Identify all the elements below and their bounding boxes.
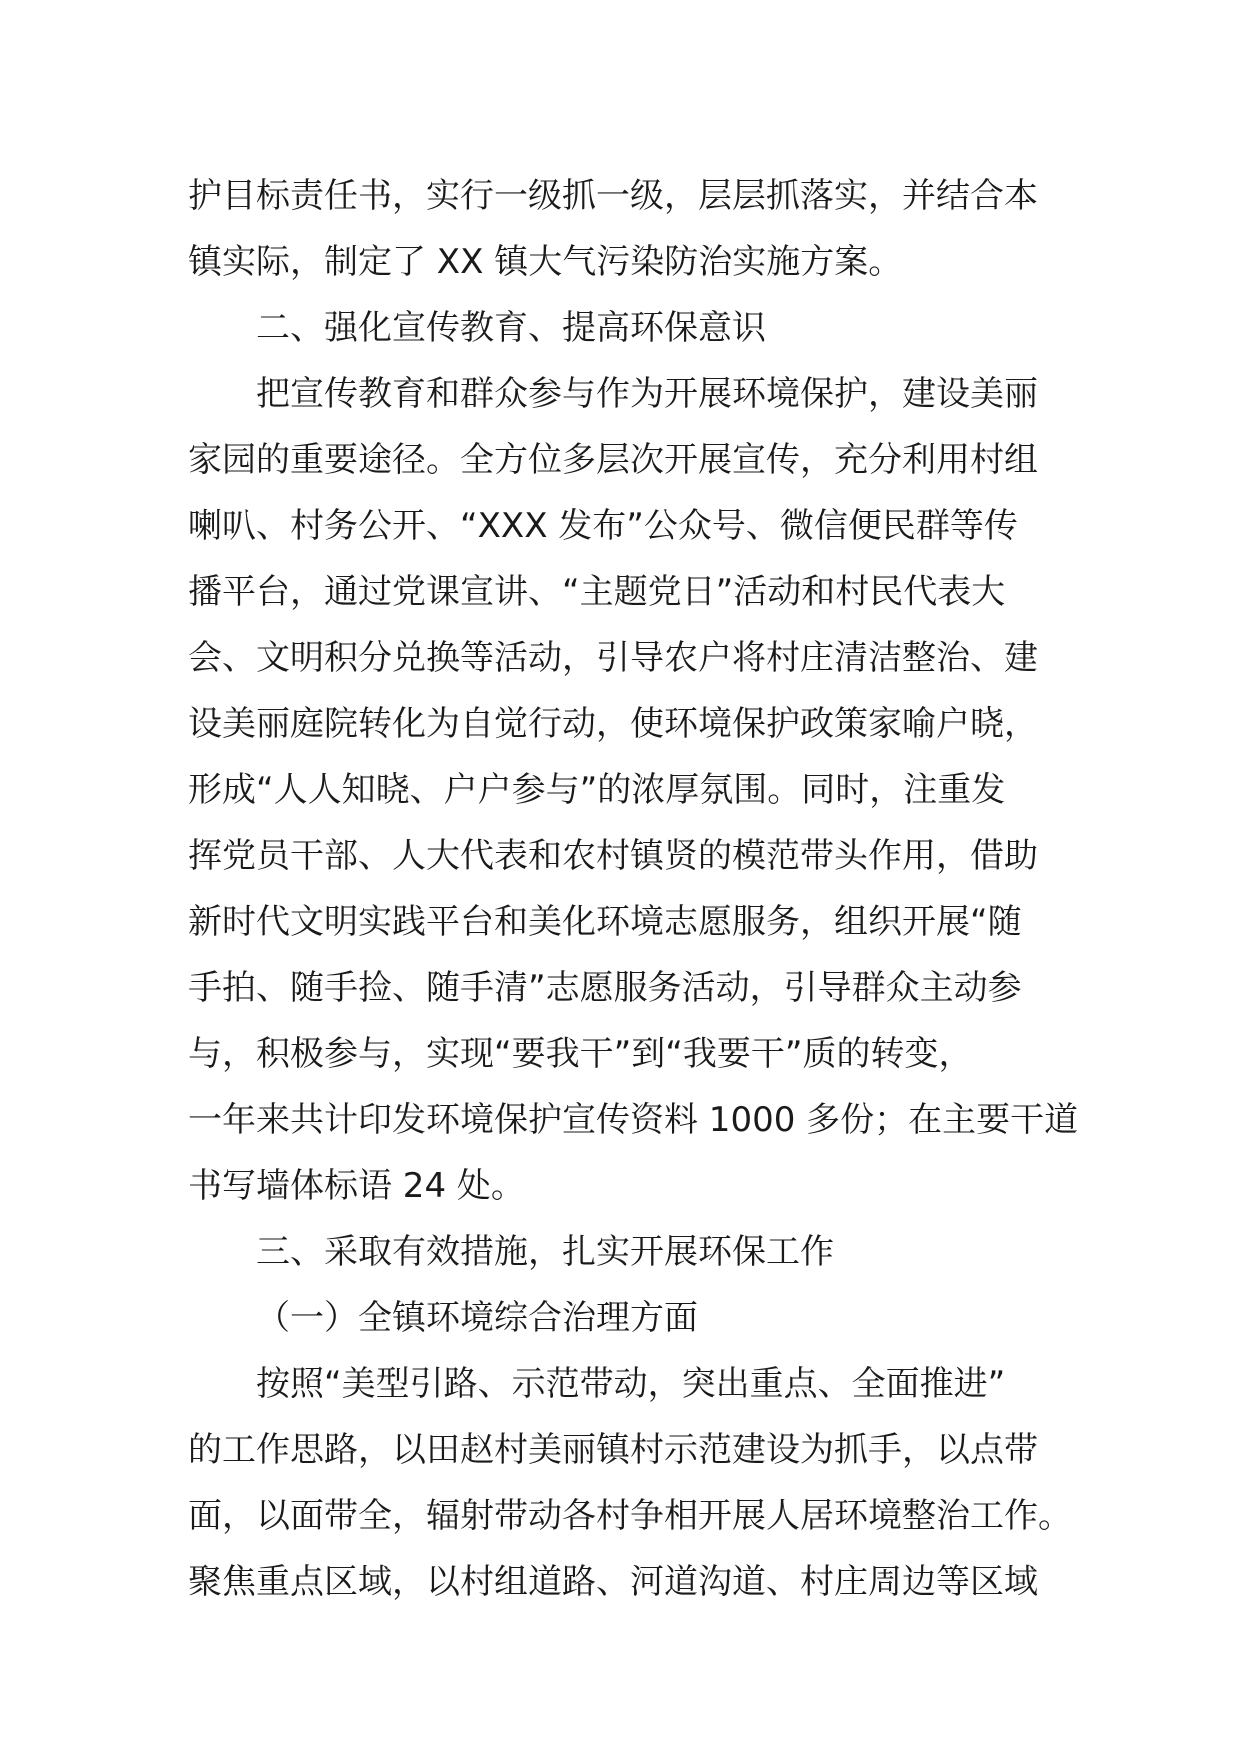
body-line: 形成“人人知晓、户户参与”的浓厚氛围。同时，注重发: [188, 770, 1006, 810]
section-heading-2: 二、强化宣传教育、提高环保意识: [256, 308, 766, 348]
body-line: 家园的重要途径。全方位多层次开展宣传，充分利用村组: [188, 440, 1038, 480]
body-line: 新时代文明实践平台和美化环境志愿服务，组织开展“随: [188, 902, 1022, 942]
body-line: 镇实际，制定了 XX 镇大气污染防治实施方案。: [188, 242, 903, 282]
body-line: 书写墙体标语 24 处。: [188, 1166, 525, 1206]
body-line: 护目标责任书，实行一级抓一级，层层抓落实，并结合本: [188, 176, 1038, 216]
body-line: 手拍、随手捡、随手清”志愿服务活动，引导群众主动参: [188, 968, 1022, 1008]
section-heading-3: 三、采取有效措施，扎实开展环保工作: [256, 1232, 834, 1272]
body-line: 聚焦重点区域，以村组道路、河道沟道、村庄周边等区域: [188, 1562, 1038, 1602]
paragraph-first-line: 按照“美型引路、示范带动，突出重点、全面推进”: [256, 1364, 1006, 1404]
body-line: 会、文明积分兑换等活动，引导农户将村庄清洁整治、建: [188, 638, 1038, 678]
body-line: 设美丽庭院转化为自觉行动，使环境保护政策家喻户晓，: [188, 704, 1038, 744]
body-line: 面，以面带全，辐射带动各村争相开展人居环境整治工作。: [188, 1496, 1072, 1536]
body-line: 的工作思路，以田赵村美丽镇村示范建设为抓手，以点带: [188, 1430, 1038, 1470]
body-line: 播平台，通过党课宣讲、“主题党日”活动和村民代表大: [188, 572, 1006, 612]
body-line: 一年来共计印发环境保护宣传资料 1000 多份；在主要干道: [188, 1100, 1079, 1140]
subsection-heading-1: （一）全镇环境综合治理方面: [256, 1298, 698, 1338]
body-line: 挥党员干部、人大代表和农村镇贤的模范带头作用，借助: [188, 836, 1038, 876]
body-line: 喇叭、村务公开、“XXX 发布”公众号、微信便民群等传: [188, 506, 1018, 546]
paragraph-first-line: 把宣传教育和群众参与作为开展环境保护，建设美丽: [256, 374, 1038, 414]
document-body: [188, 163, 1079, 1615]
body-line: 与，积极参与，实现“要我干”到“我要干”质的转变，: [188, 1034, 973, 1074]
